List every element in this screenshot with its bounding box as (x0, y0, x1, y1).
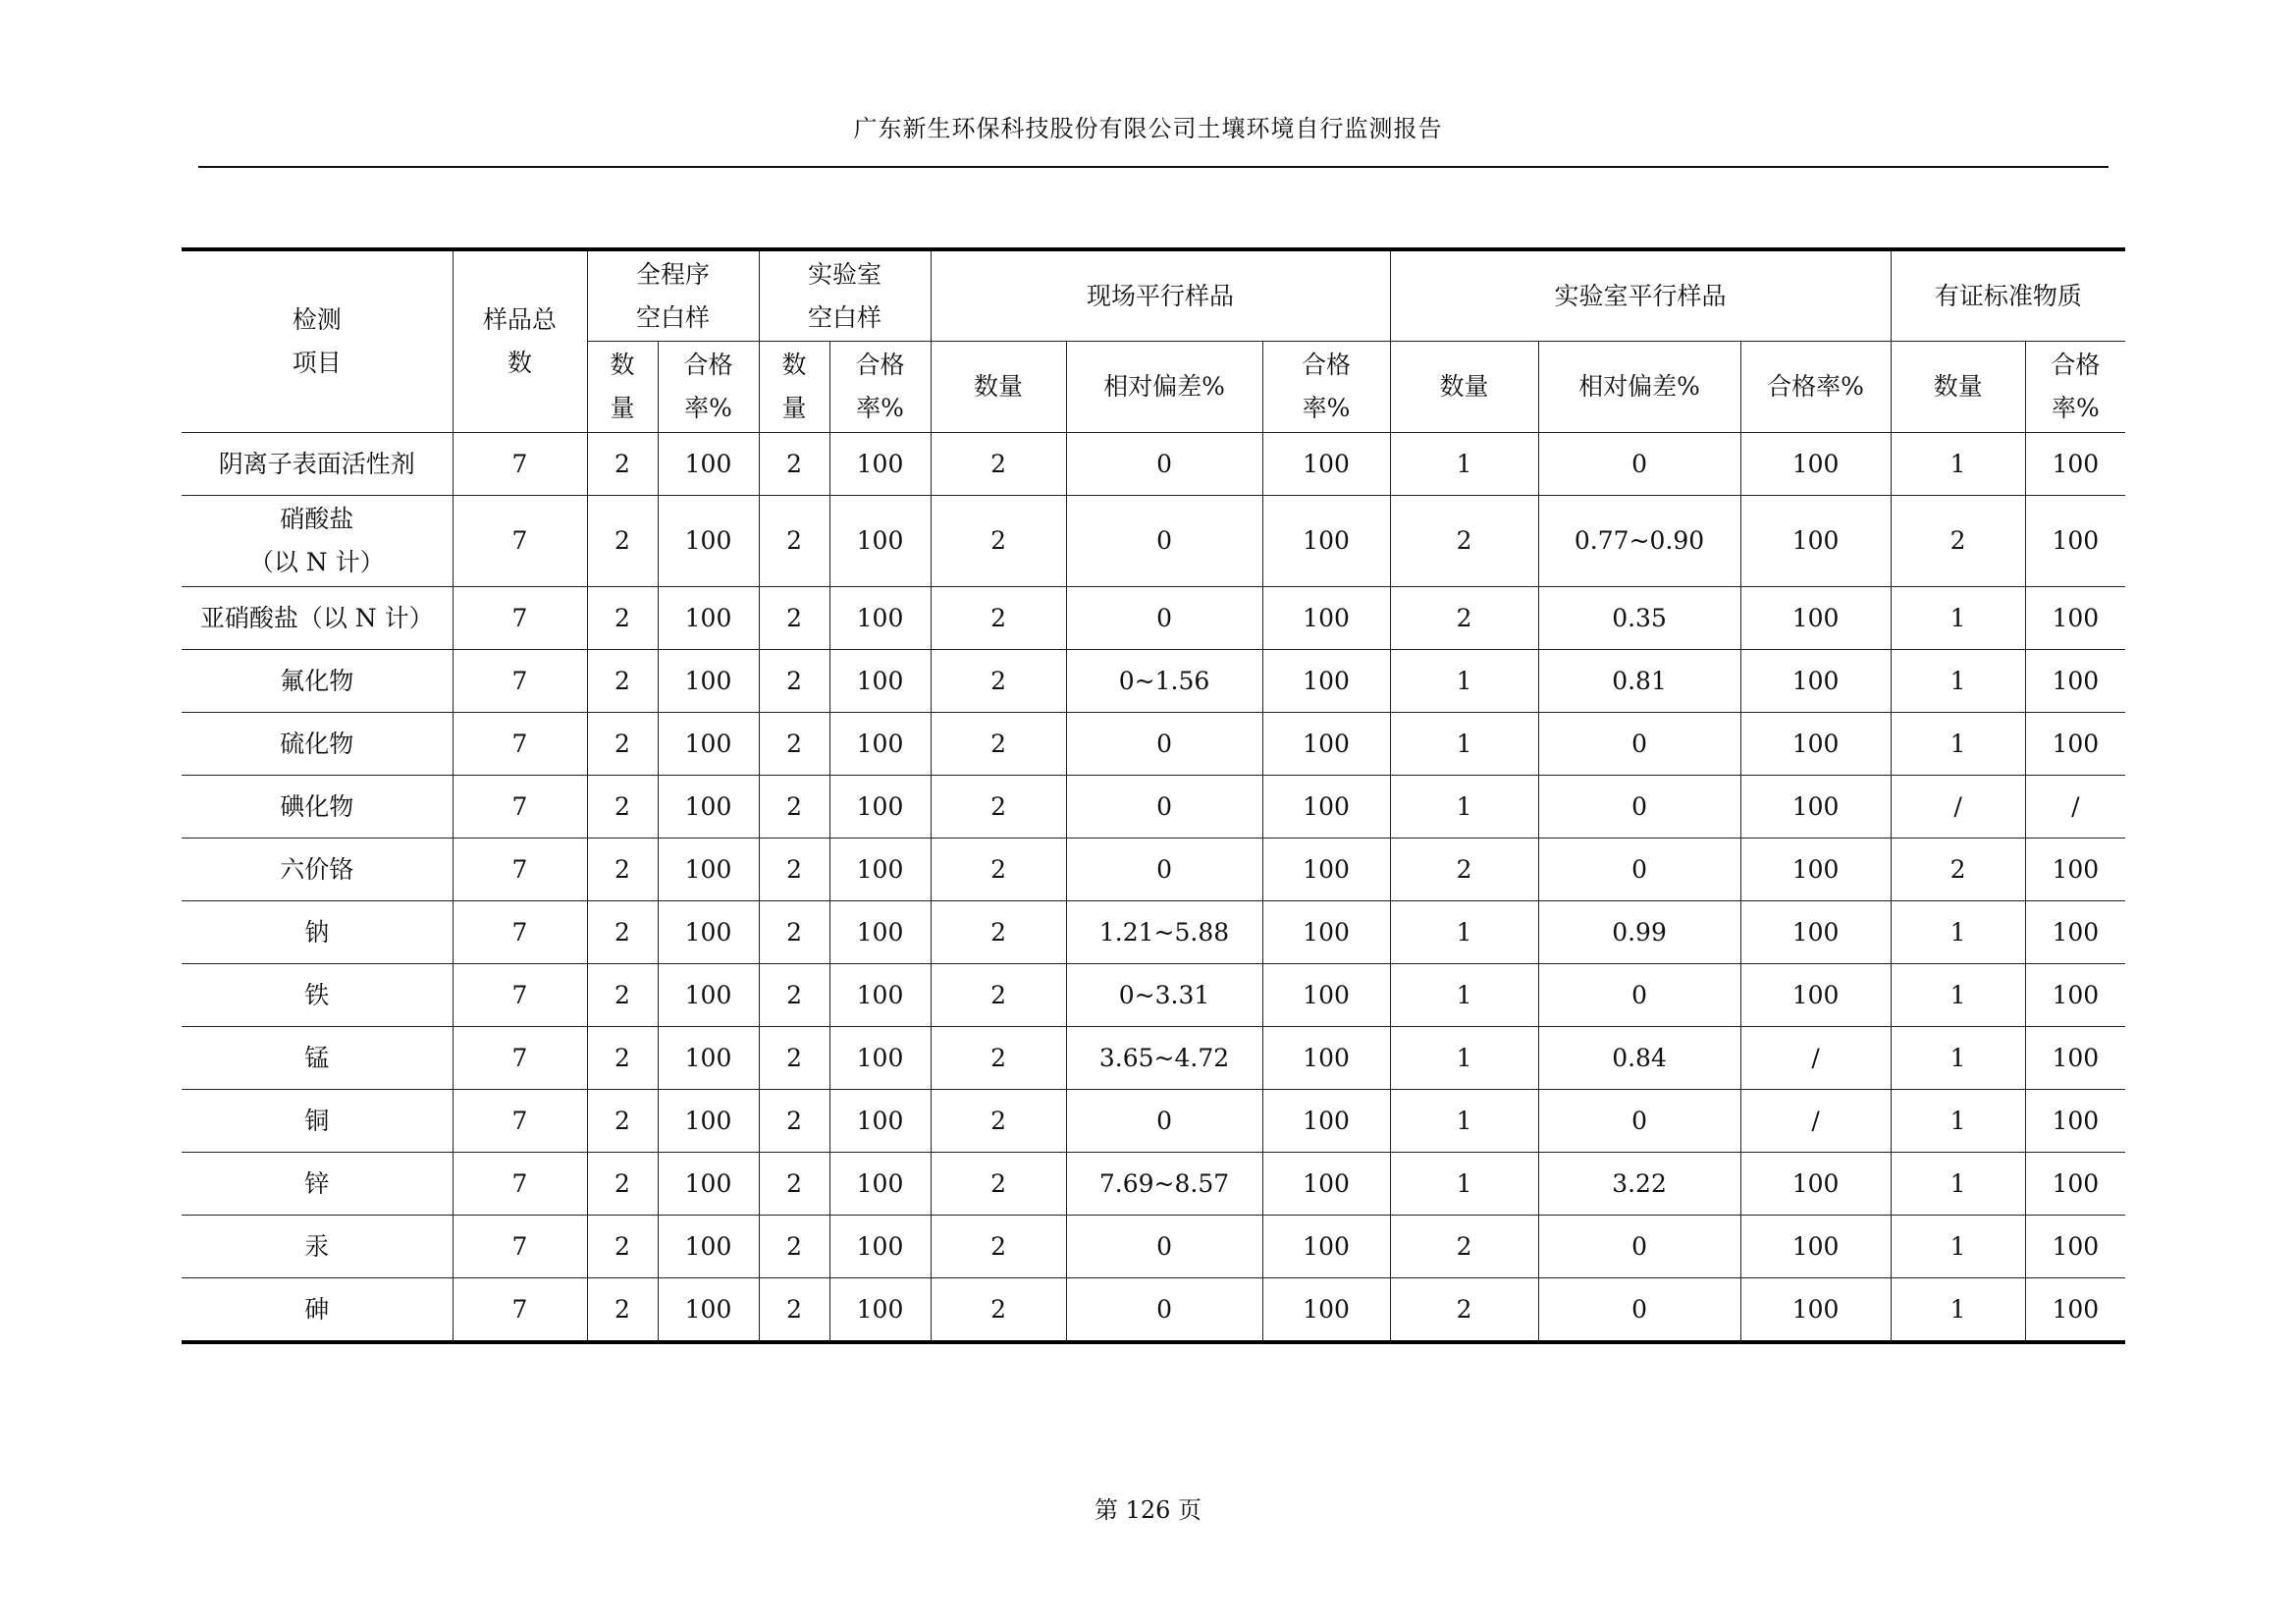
cell-lb-rate: 100 (829, 650, 931, 713)
cell-lp-dev: 0.77~0.90 (1538, 496, 1740, 587)
cell-lb-rate: 100 (829, 1027, 931, 1090)
cell-lb-rate: 100 (829, 776, 931, 839)
cell-crm-qty: 1 (1891, 433, 2025, 496)
cell-item: 钠 (182, 901, 453, 964)
cell-lp-dev: 0 (1538, 964, 1740, 1027)
cell-lp-rate: 100 (1740, 496, 1891, 587)
cell-wb-qty: 2 (587, 433, 658, 496)
cell-total: 7 (453, 713, 587, 776)
cell-fp-rate: 100 (1262, 650, 1390, 713)
cell-fp-dev: 0 (1066, 839, 1262, 901)
cell-lp-qty: 1 (1390, 1027, 1538, 1090)
header-fp-qty: 数量 (931, 342, 1066, 433)
cell-lp-dev: 0 (1538, 433, 1740, 496)
header-item: 检测 项目 (182, 249, 453, 433)
cell-fp-dev: 3.65~4.72 (1066, 1027, 1262, 1090)
report-header-title: 广东新生环保科技股份有限公司土壤环境自行监测报告 (853, 115, 1443, 142)
cell-fp-qty: 2 (931, 496, 1066, 587)
cell-fp-dev: 0 (1066, 433, 1262, 496)
cell-wb-rate: 100 (658, 587, 759, 650)
cell-total: 7 (453, 901, 587, 964)
cell-lp-dev: 0.81 (1538, 650, 1740, 713)
table-body (182, 433, 2125, 1343)
cell-fp-qty: 2 (931, 1027, 1066, 1090)
cell-wb-qty: 2 (587, 1153, 658, 1216)
cell-fp-qty: 2 (931, 587, 1066, 650)
qc-summary-table (182, 247, 2125, 1344)
cell-wb-rate: 100 (658, 1027, 759, 1090)
cell-item: 碘化物 (182, 776, 453, 839)
cell-lb-rate: 100 (829, 1153, 931, 1216)
cell-lp-qty: 1 (1390, 713, 1538, 776)
table-row (182, 713, 2125, 776)
cell-wb-rate: 100 (658, 1278, 759, 1343)
cell-fp-qty: 2 (931, 901, 1066, 964)
header-lp-dev: 相对偏差% (1538, 342, 1740, 433)
cell-fp-dev: 0 (1066, 1090, 1262, 1153)
cell-item: 锌 (182, 1153, 453, 1216)
cell-lb-qty: 2 (759, 1027, 829, 1090)
cell-item: 阴离子表面活性剂 (182, 433, 453, 496)
cell-lb-qty: 2 (759, 964, 829, 1027)
cell-lp-dev: 0 (1538, 1278, 1740, 1343)
cell-crm-rate: 100 (2025, 496, 2125, 587)
table-row (182, 433, 2125, 496)
header-lp-qty: 数量 (1390, 342, 1538, 433)
cell-lp-qty: 2 (1390, 1278, 1538, 1343)
cell-wb-rate: 100 (658, 713, 759, 776)
header-fp-rate: 合格 率% (1262, 342, 1390, 433)
cell-wb-rate: 100 (658, 901, 759, 964)
cell-wb-rate: 100 (658, 964, 759, 1027)
cell-fp-dev: 0 (1066, 713, 1262, 776)
cell-total: 7 (453, 839, 587, 901)
cell-wb-qty: 2 (587, 901, 658, 964)
cell-crm-rate: 100 (2025, 587, 2125, 650)
cell-crm-qty: 2 (1891, 496, 2025, 587)
cell-lb-rate: 100 (829, 587, 931, 650)
cell-fp-dev: 0 (1066, 1216, 1262, 1278)
cell-crm-rate: 100 (2025, 1027, 2125, 1090)
cell-fp-dev: 0~1.56 (1066, 650, 1262, 713)
cell-crm-rate: 100 (2025, 964, 2125, 1027)
cell-lp-rate: / (1740, 1027, 1891, 1090)
page-number: 第 126 页 (1094, 1496, 1202, 1524)
cell-fp-qty: 2 (931, 713, 1066, 776)
header-lp-rate: 合格率% (1740, 342, 1891, 433)
cell-item: 硫化物 (182, 713, 453, 776)
cell-lp-rate: 100 (1740, 650, 1891, 713)
cell-wb-rate: 100 (658, 1153, 759, 1216)
cell-crm-rate: 100 (2025, 1153, 2125, 1216)
cell-wb-qty: 2 (587, 1278, 658, 1343)
cell-lb-qty: 2 (759, 496, 829, 587)
cell-lp-dev: 0 (1538, 839, 1740, 901)
cell-item: 氟化物 (182, 650, 453, 713)
cell-crm-qty: / (1891, 776, 2025, 839)
cell-total: 7 (453, 964, 587, 1027)
cell-crm-qty: 1 (1891, 1153, 2025, 1216)
cell-lb-qty: 2 (759, 1216, 829, 1278)
table-row (182, 1216, 2125, 1278)
table-row (182, 1090, 2125, 1153)
cell-lp-rate: 100 (1740, 776, 1891, 839)
cell-total: 7 (453, 1216, 587, 1278)
cell-wb-qty: 2 (587, 1090, 658, 1153)
header-fp-dev: 相对偏差% (1066, 342, 1262, 433)
cell-lp-qty: 2 (1390, 587, 1538, 650)
cell-lp-qty: 1 (1390, 1090, 1538, 1153)
cell-lp-rate: 100 (1740, 433, 1891, 496)
cell-lp-qty: 1 (1390, 776, 1538, 839)
cell-item: 硝酸盐 （以 N 计） (182, 496, 453, 587)
cell-item: 铜 (182, 1090, 453, 1153)
cell-lp-rate: 100 (1740, 587, 1891, 650)
header-crm-rate: 合格 率% (2025, 342, 2125, 433)
cell-fp-rate: 100 (1262, 839, 1390, 901)
cell-crm-qty: 1 (1891, 1027, 2025, 1090)
cell-fp-qty: 2 (931, 1153, 1066, 1216)
cell-lp-qty: 1 (1390, 433, 1538, 496)
cell-lp-qty: 1 (1390, 901, 1538, 964)
table-row (182, 496, 2125, 587)
cell-lp-rate: / (1740, 1090, 1891, 1153)
cell-total: 7 (453, 1090, 587, 1153)
cell-total: 7 (453, 776, 587, 839)
cell-lb-rate: 100 (829, 901, 931, 964)
table-row (182, 964, 2125, 1027)
cell-crm-rate: / (2025, 776, 2125, 839)
cell-lp-qty: 2 (1390, 496, 1538, 587)
cell-lb-rate: 100 (829, 839, 931, 901)
cell-item: 汞 (182, 1216, 453, 1278)
cell-item: 六价铬 (182, 839, 453, 901)
header-row-group (182, 249, 2125, 342)
cell-crm-qty: 1 (1891, 1216, 2025, 1278)
cell-wb-qty: 2 (587, 839, 658, 901)
cell-wb-rate: 100 (658, 1090, 759, 1153)
header-wb-qty: 数 量 (587, 342, 658, 433)
cell-fp-qty: 2 (931, 964, 1066, 1027)
cell-lb-qty: 2 (759, 776, 829, 839)
cell-fp-dev: 0~3.31 (1066, 964, 1262, 1027)
cell-lp-dev: 0 (1538, 1090, 1740, 1153)
cell-wb-rate: 100 (658, 839, 759, 901)
cell-item: 砷 (182, 1278, 453, 1343)
header-whole-blank: 全程序 空白样 (587, 249, 759, 342)
cell-crm-rate: 100 (2025, 650, 2125, 713)
cell-lp-dev: 0.84 (1538, 1027, 1740, 1090)
cell-fp-qty: 2 (931, 1090, 1066, 1153)
cell-fp-rate: 100 (1262, 776, 1390, 839)
cell-crm-qty: 1 (1891, 964, 2025, 1027)
cell-crm-qty: 1 (1891, 587, 2025, 650)
table-header (182, 249, 2125, 433)
cell-total: 7 (453, 650, 587, 713)
cell-fp-qty: 2 (931, 650, 1066, 713)
cell-lp-dev: 3.22 (1538, 1153, 1740, 1216)
cell-item: 铁 (182, 964, 453, 1027)
cell-lb-rate: 100 (829, 964, 931, 1027)
cell-fp-rate: 100 (1262, 1153, 1390, 1216)
cell-lp-rate: 100 (1740, 1278, 1891, 1343)
cell-total: 7 (453, 433, 587, 496)
cell-lb-rate: 100 (829, 1090, 931, 1153)
cell-wb-qty: 2 (587, 1027, 658, 1090)
cell-crm-rate: 100 (2025, 901, 2125, 964)
cell-wb-rate: 100 (658, 496, 759, 587)
header-total: 样品总 数 (453, 249, 587, 433)
cell-lp-qty: 2 (1390, 1216, 1538, 1278)
cell-wb-rate: 100 (658, 650, 759, 713)
cell-total: 7 (453, 1027, 587, 1090)
cell-lb-qty: 2 (759, 587, 829, 650)
cell-total: 7 (453, 1278, 587, 1343)
cell-lb-rate: 100 (829, 1216, 931, 1278)
table-row (182, 1153, 2125, 1216)
cell-fp-rate: 100 (1262, 1216, 1390, 1278)
table-row (182, 1027, 2125, 1090)
cell-crm-rate: 100 (2025, 1216, 2125, 1278)
cell-lp-rate: 100 (1740, 1153, 1891, 1216)
cell-total: 7 (453, 496, 587, 587)
cell-lp-rate: 100 (1740, 901, 1891, 964)
cell-fp-qty: 2 (931, 1216, 1066, 1278)
cell-wb-qty: 2 (587, 713, 658, 776)
cell-lp-dev: 0 (1538, 776, 1740, 839)
cell-fp-rate: 100 (1262, 1278, 1390, 1343)
cell-fp-dev: 0 (1066, 587, 1262, 650)
cell-lp-rate: 100 (1740, 839, 1891, 901)
cell-lp-rate: 100 (1740, 964, 1891, 1027)
cell-fp-rate: 100 (1262, 496, 1390, 587)
cell-lp-dev: 0.35 (1538, 587, 1740, 650)
cell-lp-dev: 0 (1538, 713, 1740, 776)
cell-fp-dev: 0 (1066, 496, 1262, 587)
header-crm: 有证标准物质 (1891, 249, 2125, 342)
cell-fp-rate: 100 (1262, 433, 1390, 496)
table-row (182, 839, 2125, 901)
cell-lb-qty: 2 (759, 433, 829, 496)
cell-lp-qty: 1 (1390, 964, 1538, 1027)
cell-wb-qty: 2 (587, 1216, 658, 1278)
cell-fp-rate: 100 (1262, 713, 1390, 776)
cell-fp-dev: 7.69~8.57 (1066, 1153, 1262, 1216)
cell-fp-rate: 100 (1262, 901, 1390, 964)
cell-crm-rate: 100 (2025, 433, 2125, 496)
table-row (182, 901, 2125, 964)
cell-lp-rate: 100 (1740, 713, 1891, 776)
cell-fp-qty: 2 (931, 1278, 1066, 1343)
cell-wb-qty: 2 (587, 496, 658, 587)
header-divider (198, 166, 2109, 168)
cell-wb-rate: 100 (658, 1216, 759, 1278)
cell-wb-rate: 100 (658, 776, 759, 839)
cell-lb-qty: 2 (759, 1278, 829, 1343)
header-wb-rate: 合格 率% (658, 342, 759, 433)
cell-crm-qty: 1 (1891, 713, 2025, 776)
cell-wb-qty: 2 (587, 964, 658, 1027)
cell-total: 7 (453, 1153, 587, 1216)
cell-crm-qty: 2 (1891, 839, 2025, 901)
header-lb-rate: 合格 率% (829, 342, 931, 433)
cell-crm-rate: 100 (2025, 1278, 2125, 1343)
cell-lb-rate: 100 (829, 433, 931, 496)
cell-wb-qty: 2 (587, 587, 658, 650)
cell-fp-rate: 100 (1262, 1090, 1390, 1153)
cell-lb-qty: 2 (759, 839, 829, 901)
header-field-parallel: 现场平行样品 (931, 249, 1390, 342)
cell-lb-qty: 2 (759, 1153, 829, 1216)
cell-fp-rate: 100 (1262, 587, 1390, 650)
cell-crm-rate: 100 (2025, 713, 2125, 776)
header-lab-parallel: 实验室平行样品 (1390, 249, 1891, 342)
cell-crm-qty: 1 (1891, 650, 2025, 713)
cell-item: 锰 (182, 1027, 453, 1090)
table-row (182, 650, 2125, 713)
cell-lp-rate: 100 (1740, 1216, 1891, 1278)
cell-crm-qty: 1 (1891, 901, 2025, 964)
cell-fp-qty: 2 (931, 839, 1066, 901)
cell-fp-qty: 2 (931, 776, 1066, 839)
cell-wb-qty: 2 (587, 650, 658, 713)
cell-lp-dev: 0 (1538, 1216, 1740, 1278)
cell-lb-rate: 100 (829, 1278, 931, 1343)
cell-fp-dev: 0 (1066, 1278, 1262, 1343)
header-lb-qty: 数 量 (759, 342, 829, 433)
cell-lb-qty: 2 (759, 1090, 829, 1153)
cell-lb-rate: 100 (829, 713, 931, 776)
cell-lp-qty: 2 (1390, 839, 1538, 901)
header-lab-blank: 实验室 空白样 (759, 249, 931, 342)
cell-lp-dev: 0.99 (1538, 901, 1740, 964)
table-row (182, 1278, 2125, 1343)
header-crm-qty: 数量 (1891, 342, 2025, 433)
cell-total: 7 (453, 587, 587, 650)
cell-lb-qty: 2 (759, 650, 829, 713)
cell-wb-qty: 2 (587, 776, 658, 839)
cell-fp-dev: 1.21~5.88 (1066, 901, 1262, 964)
cell-lp-qty: 1 (1390, 1153, 1538, 1216)
cell-fp-rate: 100 (1262, 964, 1390, 1027)
cell-fp-qty: 2 (931, 433, 1066, 496)
cell-crm-rate: 100 (2025, 1090, 2125, 1153)
cell-lp-qty: 1 (1390, 650, 1538, 713)
cell-lb-qty: 2 (759, 901, 829, 964)
cell-fp-dev: 0 (1066, 776, 1262, 839)
cell-lb-rate: 100 (829, 496, 931, 587)
table-row (182, 587, 2125, 650)
cell-item: 亚硝酸盐（以 N 计） (182, 587, 453, 650)
cell-fp-rate: 100 (1262, 1027, 1390, 1090)
cell-crm-rate: 100 (2025, 839, 2125, 901)
cell-crm-qty: 1 (1891, 1090, 2025, 1153)
cell-lb-qty: 2 (759, 713, 829, 776)
cell-crm-qty: 1 (1891, 1278, 2025, 1343)
cell-wb-rate: 100 (658, 433, 759, 496)
table-row (182, 776, 2125, 839)
